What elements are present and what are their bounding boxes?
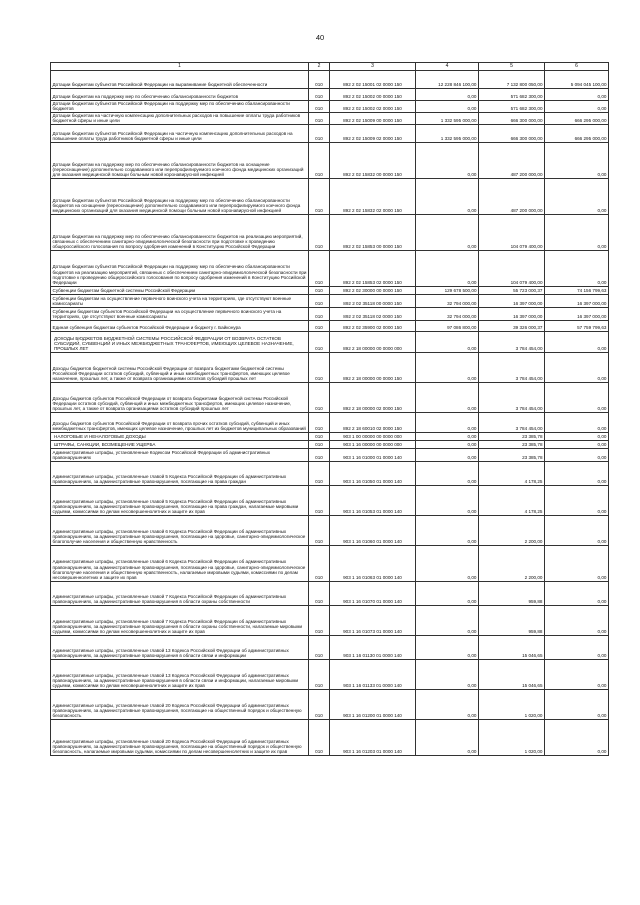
row-executed-cell: 2 200,00 <box>479 515 545 545</box>
table-row <box>51 178 609 214</box>
row-name-cell: Административные штрафы, установленные главой 5 Кодекса Российской Федерации об административных правонарушениях, за административные правонарушения, посягающие на права граждан, налагаемые мировыми судьями, комиссиями по делам несовершеннолетних и защите их прав <box>51 485 309 515</box>
row-code-cell: 010 <box>309 100 330 112</box>
row-code-cell: 010 <box>309 440 330 448</box>
row-code-cell: 010 <box>309 382 330 412</box>
row-remaining-cell: 0,00 <box>545 635 609 659</box>
row-kbk-cell: 903 1 16 01070 01 0000 140 <box>330 581 416 605</box>
column-header-row <box>51 63 609 71</box>
row-name-cell: ШТРАФЫ, САНКЦИИ, ВОЗМЕЩЕНИЕ УЩЕРБА <box>51 440 309 448</box>
row-remaining-cell: 666 295 000,00 <box>545 124 609 142</box>
row-name-cell: Административные штрафы, установленные главой 6 Кодекса Российской Федерации об административных правонарушениях, за административные правонарушения, посягающие на здоровье, санитарно-эпидемиологическое благополучие населения и общественную нравственность <box>51 515 309 545</box>
row-remaining-cell: 0,00 <box>545 178 609 214</box>
row-kbk-cell: 903 1 16 01203 01 0000 140 <box>330 719 416 755</box>
table-row <box>51 331 609 352</box>
row-plan-cell: 0,00 <box>416 485 479 515</box>
table-row <box>51 635 609 659</box>
table-row <box>51 545 609 581</box>
table-row <box>51 352 609 382</box>
row-plan-cell: 0,00 <box>416 440 479 448</box>
column-header: 1 <box>51 63 309 71</box>
row-code-cell: 010 <box>309 124 330 142</box>
row-remaining-cell: 0,00 <box>545 485 609 515</box>
row-remaining-cell: 16 397 000,00 <box>545 294 609 307</box>
row-remaining-cell: 0,00 <box>545 88 609 100</box>
row-executed-cell: 3 784 454,00 <box>479 331 545 352</box>
row-code-cell: 010 <box>309 112 330 124</box>
row-remaining-cell: 0,00 <box>545 412 609 432</box>
row-plan-cell: 0,00 <box>416 142 479 178</box>
row-remaining-cell: 0,00 <box>545 432 609 440</box>
row-kbk-cell: 903 1 16 01053 01 0000 140 <box>330 485 416 515</box>
row-code-cell: 010 <box>309 448 330 461</box>
row-name-cell: Административные штрафы, установленные главой 5 Кодекса Российской Федерации об административных правонарушениях, за административные правонарушения, посягающие на права граждан <box>51 461 309 485</box>
table-row <box>51 605 609 635</box>
row-remaining-cell: 0,00 <box>545 515 609 545</box>
table-row <box>51 515 609 545</box>
row-name-cell: Административные штрафы, установленные главой 13 Кодекса Российской Федерации об административных правонарушениях, за административные правонарушения в области связи и информации <box>51 635 309 659</box>
table-row <box>51 581 609 605</box>
row-plan-cell: 129 678 500,00 <box>416 286 479 294</box>
row-name-cell: Административные штрафы, установленные Кодексом Российской Федерации об административных правонарушениях <box>51 448 309 461</box>
row-executed-cell: 23 385,78 <box>479 448 545 461</box>
column-header: 3 <box>330 63 416 71</box>
row-plan-cell: 0,00 <box>416 719 479 755</box>
row-kbk-cell: 892 2 02 15853 00 0000 150 <box>330 214 416 250</box>
table-row <box>51 250 609 286</box>
row-name-cell: Административные штрафы, установленные главой 20 Кодекса Российской Федерации об административных правонарушениях, за административные правонарушения, посягающие на общественный порядок и общественную безопасность, налагаемые мировыми судьями, комиссиями по делам несовершеннолетних и защите их прав <box>51 719 309 755</box>
table-row <box>51 88 609 100</box>
row-remaining-cell: 0,00 <box>545 719 609 755</box>
row-kbk-cell: 903 1 16 01063 01 0000 140 <box>330 545 416 581</box>
row-code-cell: 010 <box>309 331 330 352</box>
row-plan-cell: 0,00 <box>416 214 479 250</box>
row-remaining-cell: 0,00 <box>545 689 609 719</box>
row-remaining-cell: 666 295 000,00 <box>545 112 609 124</box>
table-row <box>51 412 609 432</box>
row-plan-cell: 0,00 <box>416 331 479 352</box>
row-plan-cell: 0,00 <box>416 545 479 581</box>
row-name-cell: Субвенции бюджетам субъектов Российской Федерации на осуществление первичного воинского учета на территориях, где отсутствуют военные комиссариаты <box>51 307 309 320</box>
row-kbk-cell: 892 2 02 15832 00 0000 150 <box>330 142 416 178</box>
column-header: 4 <box>416 63 479 71</box>
row-kbk-cell: 903 1 16 01133 01 0000 140 <box>330 659 416 689</box>
page-number: 40 <box>315 33 325 42</box>
row-kbk-cell: 892 2 02 15002 02 0000 150 <box>330 100 416 112</box>
row-executed-cell: 1 020,00 <box>479 719 545 755</box>
row-code-cell: 010 <box>309 635 330 659</box>
row-remaining-cell: 0,00 <box>545 659 609 689</box>
row-name-cell: Административные штрафы, установленные главой 13 Кодекса Российской Федерации об административных правонарушениях, за административные правонарушения в области связи и информации, налагаемые мировыми судьями, комиссиями по делам несовершеннолетних и защите их прав <box>51 659 309 689</box>
row-name-cell: Доходы бюджетов субъектов Российской Федерации от возврата прочих остатков субсидий, субвенций и иных межбюджетных трансфертов, имеющих целевое назначение, прошлых лет из бюджетов муниципальных образований <box>51 412 309 432</box>
table-row <box>51 485 609 515</box>
row-name-cell: Доходы бюджетов субъектов Российской Федерации от возврата бюджетами бюджетной системы Российской Федерации остатков субсидий, субвенций и иных межбюджетных трансфертов, имеющих целевое назначение, прошлых лет, а также от возврата организациями остатков субсидий прошлых лет <box>51 382 309 412</box>
table-body <box>51 70 609 755</box>
row-kbk-cell: 903 1 16 01060 01 0000 140 <box>330 515 416 545</box>
row-plan-cell: 0,00 <box>416 250 479 286</box>
row-executed-cell: 23 385,78 <box>479 432 545 440</box>
row-plan-cell: 0,00 <box>416 605 479 635</box>
table-row <box>51 659 609 689</box>
row-executed-cell: 23 385,78 <box>479 440 545 448</box>
row-remaining-cell: 0,00 <box>545 331 609 352</box>
row-kbk-cell: 892 2 02 35118 02 0000 150 <box>330 307 416 320</box>
income-table <box>50 62 609 756</box>
row-name-cell: Дотации бюджетам на частичную компенсацию дополнительных расходов на повышение оплаты труда работников бюджетной сферы и иные цели <box>51 112 309 124</box>
row-plan-cell: 0,00 <box>416 178 479 214</box>
row-executed-cell: 55 723 000,37 <box>479 286 545 294</box>
table-row <box>51 320 609 331</box>
row-kbk-cell: 892 2 02 15009 00 0000 150 <box>330 112 416 124</box>
row-executed-cell: 4 178,25 <box>479 485 545 515</box>
row-executed-cell: 4 178,25 <box>479 461 545 485</box>
row-name-cell: Административные штрафы, установленные главой 7 Кодекса Российской Федерации об административных правонарушениях, за административные правонарушения в области охраны собственности, налагаемые мировыми судьями, комиссиями по делам несовершеннолетних и защите их прав <box>51 605 309 635</box>
row-executed-cell: 487 200 000,00 <box>479 142 545 178</box>
row-kbk-cell: 892 2 02 35118 00 0000 150 <box>330 294 416 307</box>
row-kbk-cell: 903 1 16 01073 01 0000 140 <box>330 605 416 635</box>
row-remaining-cell: 0,00 <box>545 605 609 635</box>
row-plan-cell: 32 794 000,00 <box>416 307 479 320</box>
row-kbk-cell: 903 1 16 01000 01 0000 140 <box>330 448 416 461</box>
row-name-cell: ДОХОДЫ БЮДЖЕТОВ БЮДЖЕТНОЙ СИСТЕМЫ РОССИЙСКОЙ ФЕДЕРАЦИИ ОТ ВОЗВРАТА ОСТАТКОВ СУБСИДИЙ, СУБВЕНЦИЙ И ИНЫХ МЕЖБЮДЖЕТНЫХ ТРАНСФЕРТОВ, ИМЕЮЩИХ ЦЕЛЕВОЕ НАЗНАЧЕНИЕ, ПРОШЛЫХ ЛЕТ <box>51 331 309 352</box>
row-code-cell: 010 <box>309 142 330 178</box>
row-executed-cell: 39 326 000,37 <box>479 320 545 331</box>
table-row <box>51 461 609 485</box>
row-remaining-cell: 16 397 000,00 <box>545 307 609 320</box>
row-plan-cell: 0,00 <box>416 461 479 485</box>
row-code-cell: 010 <box>309 286 330 294</box>
row-code-cell: 010 <box>309 70 330 88</box>
row-name-cell: Дотации бюджетам на поддержку мер по обеспечению сбалансированности бюджетов на оснащение (переоснащение) дополнительно создаваемого или перепрофилируемого коечного фонда медицинских организаций для оказания медицинской помощи больным новой коронавирусной инфекцией <box>51 142 309 178</box>
row-remaining-cell: 0,00 <box>545 382 609 412</box>
row-code-cell: 010 <box>309 689 330 719</box>
row-remaining-cell: 0,00 <box>545 352 609 382</box>
row-code-cell: 010 <box>309 719 330 755</box>
row-executed-cell: 16 397 000,00 <box>479 307 545 320</box>
column-header: 2 <box>309 63 330 71</box>
row-plan-cell: 0,00 <box>416 432 479 440</box>
row-name-cell: Единая субвенция бюджетам субъектов Российской Федерации и бюджету г. Байконура <box>51 320 309 331</box>
table-row <box>51 689 609 719</box>
table-row <box>51 382 609 412</box>
row-kbk-cell: 892 2 02 15001 02 0000 150 <box>330 70 416 88</box>
row-name-cell: Дотации бюджетам субъектов Российской Федерации на поддержку мер по обеспечению сбалансированности бюджетов <box>51 100 309 112</box>
table-row <box>51 719 609 755</box>
row-plan-cell: 12 228 846 100,00 <box>416 70 479 88</box>
row-name-cell: Дотации бюджетам на поддержку мер по обеспечению сбалансированности бюджетов <box>51 88 309 100</box>
row-executed-cell: 3 784 454,00 <box>479 382 545 412</box>
row-remaining-cell: 0,00 <box>545 440 609 448</box>
row-code-cell: 010 <box>309 485 330 515</box>
row-code-cell: 010 <box>309 320 330 331</box>
row-plan-cell: 0,00 <box>416 635 479 659</box>
row-code-cell: 010 <box>309 88 330 100</box>
row-kbk-cell: 903 1 16 01050 01 0000 140 <box>330 461 416 485</box>
row-plan-cell: 1 332 595 000,00 <box>416 124 479 142</box>
row-code-cell: 010 <box>309 294 330 307</box>
row-code-cell: 010 <box>309 432 330 440</box>
row-remaining-cell: 0,00 <box>545 142 609 178</box>
row-code-cell: 010 <box>309 605 330 635</box>
row-kbk-cell: 903 1 16 01200 01 0000 140 <box>330 689 416 719</box>
row-plan-cell: 0,00 <box>416 448 479 461</box>
row-executed-cell: 666 300 000,00 <box>479 112 545 124</box>
row-code-cell: 010 <box>309 214 330 250</box>
row-plan-cell: 1 332 595 000,00 <box>416 112 479 124</box>
row-name-cell: Административные штрафы, установленные главой 20 Кодекса Российской Федерации об административных правонарушениях, за административные правонарушения, посягающие на общественный порядок и общественную безопасность <box>51 689 309 719</box>
table-row <box>51 286 609 294</box>
row-plan-cell: 0,00 <box>416 581 479 605</box>
row-executed-cell: 104 079 400,00 <box>479 214 545 250</box>
row-executed-cell: 2 200,00 <box>479 545 545 581</box>
table-row <box>51 214 609 250</box>
row-code-cell: 010 <box>309 461 330 485</box>
row-name-cell: Дотации бюджетам на поддержку мер по обеспечению сбалансированности бюджетов на реализацию мероприятий, связанных с обеспечением санитарно-эпидемиологической безопасности при подготовке к проведению общероссийского голосования по вопросу одобрения изменений в Конституцию Российской Федерации <box>51 214 309 250</box>
row-executed-cell: 15 046,65 <box>479 635 545 659</box>
table-row <box>51 112 609 124</box>
row-kbk-cell: 903 1 16 00000 00 0000 000 <box>330 440 416 448</box>
row-kbk-cell: 903 1 00 00000 00 0000 000 <box>330 432 416 440</box>
row-name-cell: Дотации бюджетам субъектов Российской Федерации на поддержку мер по обеспечению сбалансированности бюджетов на оснащение (переоснащение) дополнительно создаваемого или перепрофилируемого коечного фонда медицинских организаций для оказания медицинской помощи больным новой коронавирусной инфекцией <box>51 178 309 214</box>
row-name-cell: Дотации бюджетам субъектов Российской Федерации на поддержку мер по обеспечению сбалансированности бюджетов на реализацию мероприятий, связанных с обеспечением санитарно-эпидемиологической безопасности при подготовке к проведению общероссийского голосования по вопросу одобрения изменений в Конституцию Российской Федерации <box>51 250 309 286</box>
row-plan-cell: 0,00 <box>416 100 479 112</box>
row-code-cell: 010 <box>309 307 330 320</box>
row-code-cell: 010 <box>309 412 330 432</box>
row-kbk-cell: 892 2 02 30000 00 0000 150 <box>330 286 416 294</box>
row-remaining-cell: 0,00 <box>545 214 609 250</box>
row-executed-cell: 959,88 <box>479 605 545 635</box>
table-row <box>51 432 609 440</box>
row-executed-cell: 487 200 000,00 <box>479 178 545 214</box>
row-plan-cell: 0,00 <box>416 515 479 545</box>
row-kbk-cell: 892 2 18 00000 00 0000 000 <box>330 331 416 352</box>
row-kbk-cell: 892 2 02 15832 02 0000 150 <box>330 178 416 214</box>
row-kbk-cell: 892 2 02 15002 00 0000 150 <box>330 88 416 100</box>
row-name-cell: Дотации бюджетам субъектов Российской Федерации на выравнивание бюджетной обеспеченности <box>51 70 309 88</box>
row-plan-cell: 32 794 000,00 <box>416 294 479 307</box>
row-executed-cell: 16 397 000,00 <box>479 294 545 307</box>
column-header: 5 <box>479 63 545 71</box>
row-name-cell: Субвенции бюджетам на осуществление первичного воинского учета на территориях, где отсутствуют военные комиссариаты <box>51 294 309 307</box>
table-row <box>51 440 609 448</box>
row-remaining-cell: 0,00 <box>545 100 609 112</box>
row-remaining-cell: 0,00 <box>545 461 609 485</box>
row-executed-cell: 7 132 800 050,00 <box>479 70 545 88</box>
row-remaining-cell: 74 156 799,63 <box>545 286 609 294</box>
row-kbk-cell: 892 2 02 15853 02 0000 150 <box>330 250 416 286</box>
row-kbk-cell: 892 2 18 00000 00 0000 150 <box>330 352 416 382</box>
row-code-cell: 010 <box>309 659 330 689</box>
row-plan-cell: 0,00 <box>416 689 479 719</box>
column-header: 6 <box>545 63 609 71</box>
row-executed-cell: 3 784 454,00 <box>479 352 545 382</box>
row-kbk-cell: 892 2 18 60010 02 0000 150 <box>330 412 416 432</box>
row-plan-cell: 0,00 <box>416 352 479 382</box>
row-code-cell: 010 <box>309 250 330 286</box>
row-remaining-cell: 0,00 <box>545 581 609 605</box>
row-executed-cell: 571 682 300,00 <box>479 100 545 112</box>
row-plan-cell: 97 086 800,00 <box>416 320 479 331</box>
row-name-cell: Административные штрафы, установленные главой 7 Кодекса Российской Федерации об административных правонарушениях, за административные правонарушения в области охраны собственности <box>51 581 309 605</box>
table-row <box>51 70 609 88</box>
row-executed-cell: 959,88 <box>479 581 545 605</box>
row-name-cell: Административные штрафы, установленные главой 6 Кодекса Российской Федерации об административных правонарушениях, за административные правонарушения, посягающие на здоровье, санитарно-эпидемиологическое благополучие населения и общественную нравственность, налагаемые мировыми судьями, комиссиями по делам несовершеннолетних и защите их прав <box>51 545 309 581</box>
row-kbk-cell: 892 2 02 15009 02 0000 150 <box>330 124 416 142</box>
table-row <box>51 294 609 307</box>
table-row <box>51 124 609 142</box>
row-code-cell: 010 <box>309 515 330 545</box>
row-code-cell: 010 <box>309 352 330 382</box>
row-name-cell: Доходы бюджетов бюджетной системы Российской Федерации от возврата бюджетами бюджетной системы Российской Федерации остатков субсидий, субвенций и иных межбюджетных трансфертов, имеющих целевое назначение, прошлых лет, а также от возврата организациями остатков субсидий прошлых лет <box>51 352 309 382</box>
row-code-cell: 010 <box>309 178 330 214</box>
table-row <box>51 307 609 320</box>
row-name-cell: НАЛОГОВЫЕ И НЕНАЛОГОВЫЕ ДОХОДЫ <box>51 432 309 440</box>
row-executed-cell: 104 079 400,00 <box>479 250 545 286</box>
table-row <box>51 448 609 461</box>
row-code-cell: 010 <box>309 581 330 605</box>
row-kbk-cell: 903 1 16 01130 01 0000 140 <box>330 635 416 659</box>
row-remaining-cell: 0,00 <box>545 250 609 286</box>
row-plan-cell: 0,00 <box>416 412 479 432</box>
row-name-cell: Субвенции бюджетам бюджетной системы Российской Федерации <box>51 286 309 294</box>
row-remaining-cell: 0,00 <box>545 448 609 461</box>
row-plan-cell: 0,00 <box>416 88 479 100</box>
row-executed-cell: 666 300 000,00 <box>479 124 545 142</box>
row-plan-cell: 0,00 <box>416 659 479 689</box>
row-executed-cell: 1 020,00 <box>479 689 545 719</box>
row-remaining-cell: 57 759 799,63 <box>545 320 609 331</box>
row-remaining-cell: 0,00 <box>545 545 609 581</box>
row-plan-cell: 0,00 <box>416 382 479 412</box>
table-row <box>51 142 609 178</box>
row-executed-cell: 3 784 454,00 <box>479 412 545 432</box>
row-executed-cell: 15 046,65 <box>479 659 545 689</box>
table-row <box>51 100 609 112</box>
row-name-cell: Дотации бюджетам субъектов Российской Федерации на частичную компенсацию дополнительных расходов на повышение оплаты труда работников бюджетной сферы и иные цели <box>51 124 309 142</box>
row-remaining-cell: 5 094 045 100,00 <box>545 70 609 88</box>
row-kbk-cell: 892 2 02 35900 02 0000 150 <box>330 320 416 331</box>
row-kbk-cell: 892 2 18 00000 02 0000 150 <box>330 382 416 412</box>
row-executed-cell: 571 682 300,00 <box>479 88 545 100</box>
row-code-cell: 010 <box>309 545 330 581</box>
